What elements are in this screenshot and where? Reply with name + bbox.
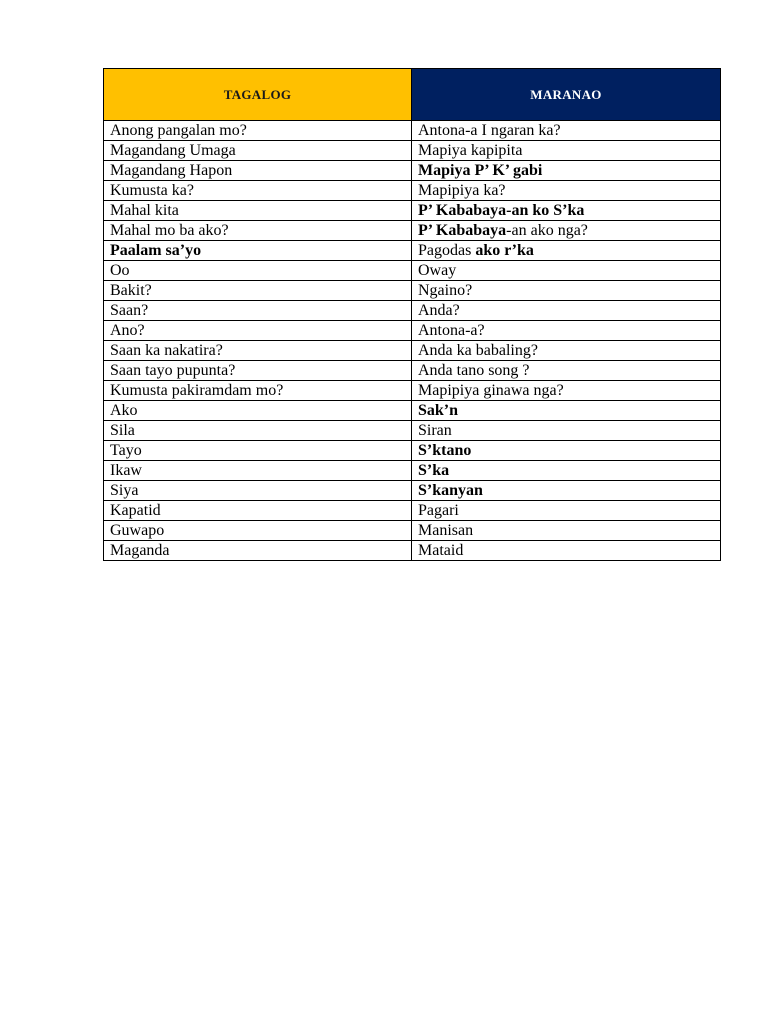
table-row bbox=[104, 441, 721, 461]
table-row bbox=[104, 461, 721, 481]
tagalog-cell: Ako bbox=[104, 401, 412, 421]
table-row bbox=[104, 181, 721, 201]
tagalog-cell: Kumusta ka? bbox=[104, 181, 412, 201]
table-row bbox=[104, 361, 721, 381]
maranao-cell: Manisan bbox=[412, 521, 721, 541]
tagalog-cell: Siya bbox=[104, 481, 412, 501]
maranao-cell: S’ka bbox=[412, 461, 721, 481]
tagalog-cell: Magandang Hapon bbox=[104, 161, 412, 181]
tagalog-cell: Paalam sa’yo bbox=[104, 241, 412, 261]
maranao-cell: P’ Kababaya-an ko S’ka bbox=[412, 201, 721, 221]
maranao-cell: Siran bbox=[412, 421, 721, 441]
tagalog-cell: Saan? bbox=[104, 301, 412, 321]
table-row bbox=[104, 321, 721, 341]
maranao-cell: Mapiya kapipita bbox=[412, 141, 721, 161]
table-row bbox=[104, 301, 721, 321]
table-header-row bbox=[104, 69, 721, 121]
tagalog-cell: Maganda bbox=[104, 541, 412, 561]
table-row bbox=[104, 281, 721, 301]
maranao-cell: S’ktano bbox=[412, 441, 721, 461]
table-row bbox=[104, 501, 721, 521]
tagalog-cell: Kumusta pakiramdam mo? bbox=[104, 381, 412, 401]
maranao-rest-part: -an ako nga? bbox=[506, 222, 588, 239]
tagalog-cell: Anong pangalan mo? bbox=[104, 121, 412, 141]
table-row bbox=[104, 121, 721, 141]
tagalog-cell: Ikaw bbox=[104, 461, 412, 481]
maranao-cell: Mapipiya ka? bbox=[412, 181, 721, 201]
tagalog-cell: Mahal kita bbox=[104, 201, 412, 221]
tagalog-cell: Guwapo bbox=[104, 521, 412, 541]
table-row bbox=[104, 521, 721, 541]
column-header-maranao: MARANAO bbox=[412, 69, 721, 121]
tagalog-cell: Mahal mo ba ako? bbox=[104, 221, 412, 241]
maranao-cell: Anda? bbox=[412, 301, 721, 321]
tagalog-cell: Kapatid bbox=[104, 501, 412, 521]
maranao-cell: S’kanyan bbox=[412, 481, 721, 501]
table-row bbox=[104, 221, 721, 241]
maranao-cell bbox=[412, 221, 721, 241]
table-row bbox=[104, 341, 721, 361]
tagalog-cell: Oo bbox=[104, 261, 412, 281]
maranao-cell: Mataid bbox=[412, 541, 721, 561]
tagalog-cell: Magandang Umaga bbox=[104, 141, 412, 161]
maranao-cell: Anda tano song ? bbox=[412, 361, 721, 381]
maranao-cell bbox=[412, 241, 721, 261]
maranao-cell: Antona-a I ngaran ka? bbox=[412, 121, 721, 141]
tagalog-cell: Ano? bbox=[104, 321, 412, 341]
table-row bbox=[104, 541, 721, 561]
maranao-cell: Anda ka babaling? bbox=[412, 341, 721, 361]
maranao-cell: Antona-a? bbox=[412, 321, 721, 341]
maranao-bold-part: P’ Kababaya bbox=[418, 222, 507, 239]
column-header-tagalog: TAGALOG bbox=[104, 69, 412, 121]
tagalog-cell: Saan ka nakatira? bbox=[104, 341, 412, 361]
maranao-cell: Mapipiya ginawa nga? bbox=[412, 381, 721, 401]
maranao-cell: Pagari bbox=[412, 501, 721, 521]
table-row bbox=[104, 481, 721, 501]
table-row bbox=[104, 141, 721, 161]
table-row bbox=[104, 421, 721, 441]
tagalog-cell: Saan tayo pupunta? bbox=[104, 361, 412, 381]
table-row bbox=[104, 261, 721, 281]
table-row bbox=[104, 401, 721, 421]
maranao-cell: Ngaino? bbox=[412, 281, 721, 301]
table-row bbox=[104, 381, 721, 401]
translation-table bbox=[103, 68, 721, 561]
tagalog-cell: Bakit? bbox=[104, 281, 412, 301]
translation-table-container bbox=[103, 68, 720, 561]
maranao-cell: Mapiya P’ K’ gabi bbox=[412, 161, 721, 181]
maranao-bold-part: ako r’ka bbox=[475, 242, 534, 259]
table-row bbox=[104, 201, 721, 221]
maranao-cell: Oway bbox=[412, 261, 721, 281]
tagalog-cell: Sila bbox=[104, 421, 412, 441]
maranao-plain-part: Pagodas bbox=[418, 242, 476, 259]
table-row bbox=[104, 161, 721, 181]
table-row bbox=[104, 241, 721, 261]
tagalog-cell: Tayo bbox=[104, 441, 412, 461]
maranao-cell: Sak’n bbox=[412, 401, 721, 421]
